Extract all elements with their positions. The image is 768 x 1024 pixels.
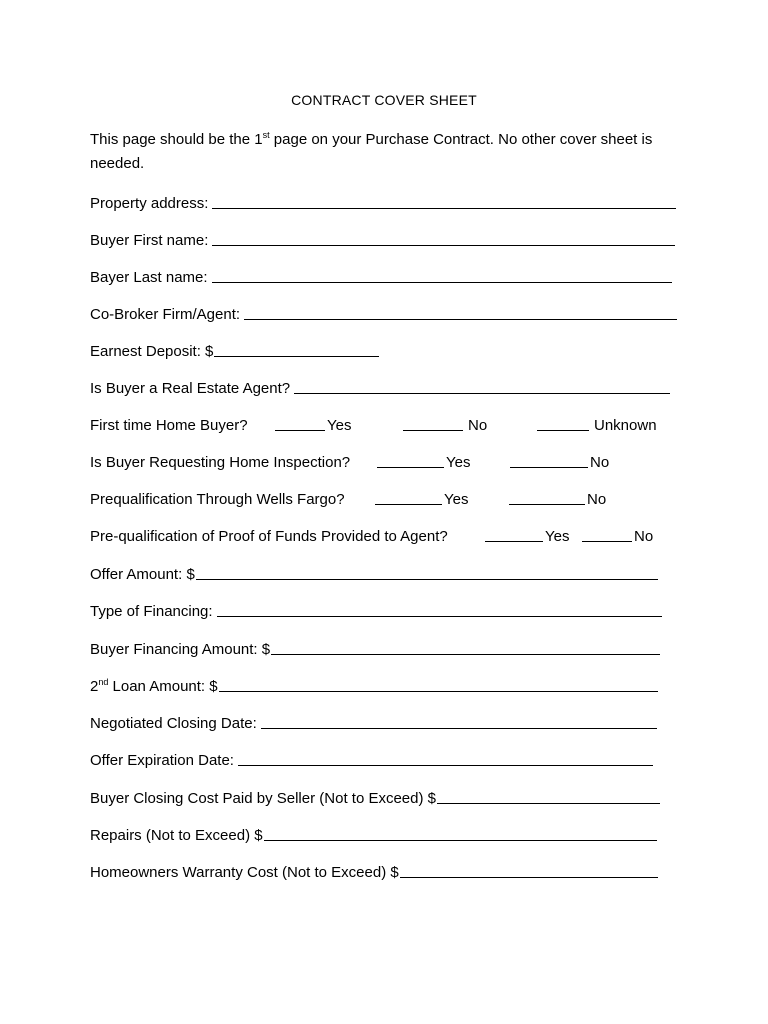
inspection-row: [90, 449, 350, 471]
expiration-date-field[interactable]: [238, 750, 653, 766]
closing-date-label: Negotiated Closing Date:: [90, 715, 257, 732]
financing-type-row: [90, 598, 662, 620]
second-loan-row: [90, 673, 658, 695]
proof-funds-label: Pre-qualification of Proof of Funds Provided to Agent?: [90, 528, 448, 545]
property-address-label: Property address:: [90, 195, 209, 212]
inspection-yes-blank[interactable]: [377, 452, 444, 468]
earnest-deposit-field[interactable]: [214, 341, 379, 357]
prequal-yes-option[interactable]: [375, 486, 468, 508]
first-time-no-label: No: [468, 417, 488, 434]
repairs-label: Repairs (Not to Exceed) $: [90, 827, 263, 844]
second-loan-prefix: 2: [90, 678, 99, 695]
prequal-no-label: No: [587, 491, 607, 508]
co-broker-row: [90, 301, 677, 323]
property-address-row: [90, 190, 676, 212]
prequal-no-blank[interactable]: [509, 489, 585, 505]
is-agent-label: Is Buyer a Real Estate Agent?: [90, 380, 291, 397]
is-agent-row: [90, 375, 670, 397]
proof-funds-no-label: No: [634, 528, 654, 545]
buyer-first-name-row: [90, 227, 675, 249]
earnest-deposit-label: Earnest Deposit: $: [90, 343, 214, 360]
closing-cost-row: [90, 785, 660, 807]
intro-text-start: This page should be the 1: [90, 131, 263, 148]
page-title: CONTRACT COVER SHEET: [291, 92, 477, 108]
property-address-field[interactable]: [212, 193, 676, 209]
is-agent-field[interactable]: [294, 378, 670, 394]
proof-funds-row: [90, 523, 448, 545]
first-time-yes-blank[interactable]: [275, 415, 325, 431]
inspection-yes-label: Yes: [446, 454, 471, 471]
inspection-no-option[interactable]: [510, 449, 609, 471]
closing-date-row: [90, 710, 657, 732]
repairs-field[interactable]: [264, 825, 657, 841]
financing-amount-label: Buyer Financing Amount: $: [90, 641, 271, 658]
buyer-last-name-field[interactable]: [212, 267, 672, 283]
financing-type-field[interactable]: [217, 601, 662, 617]
first-time-unknown-option[interactable]: [537, 412, 657, 434]
prequal-yes-blank[interactable]: [375, 489, 442, 505]
offer-amount-field[interactable]: [196, 564, 658, 580]
proof-funds-no-option[interactable]: [582, 523, 653, 545]
earnest-deposit-row: [90, 338, 379, 360]
first-time-unknown-label: Unknown: [594, 417, 657, 434]
inspection-label: Is Buyer Requesting Home Inspection?: [90, 454, 351, 471]
offer-amount-row: [90, 561, 658, 583]
first-time-yes-label: Yes: [327, 417, 352, 434]
proof-funds-yes-blank[interactable]: [485, 526, 543, 542]
proof-funds-yes-label: Yes: [545, 528, 570, 545]
inspection-yes-option[interactable]: [377, 449, 470, 471]
prequal-row: [90, 486, 345, 508]
co-broker-label: Co-Broker Firm/Agent:: [90, 306, 241, 323]
warranty-field[interactable]: [400, 862, 658, 878]
financing-type-label: Type of Financing:: [90, 603, 213, 620]
closing-cost-field[interactable]: [437, 788, 660, 804]
buyer-last-name-row: [90, 264, 672, 286]
second-loan-field[interactable]: [219, 676, 658, 692]
proof-funds-yes-option[interactable]: [485, 523, 569, 545]
offer-amount-label: Offer Amount: $: [90, 566, 195, 583]
prequal-no-option[interactable]: [509, 486, 606, 508]
inspection-no-label: No: [590, 454, 610, 471]
intro-text-end: page on your Purchase Contract. No other cover sheet is needed.: [90, 131, 653, 172]
second-loan-superscript: nd: [98, 677, 109, 687]
proof-funds-no-blank[interactable]: [582, 526, 632, 542]
prequal-label: Prequalification Through Wells Fargo?: [90, 491, 345, 508]
first-time-no-blank[interactable]: [403, 415, 463, 431]
closing-cost-label: Buyer Closing Cost Paid by Seller (Not to Exceed) $: [90, 790, 436, 807]
first-time-yes-option[interactable]: [275, 412, 351, 434]
co-broker-field[interactable]: [244, 304, 677, 320]
second-loan-rest: Loan Amount: $: [108, 678, 218, 695]
financing-amount-row: [90, 636, 660, 658]
first-time-row: [90, 412, 248, 434]
financing-amount-field[interactable]: [271, 639, 660, 655]
intro-superscript: st: [262, 130, 270, 140]
repairs-row: [90, 822, 657, 844]
buyer-first-name-label: Buyer First name:: [90, 232, 209, 249]
first-time-unknown-blank[interactable]: [537, 415, 589, 431]
inspection-no-blank[interactable]: [510, 452, 588, 468]
prequal-yes-label: Yes: [444, 491, 469, 508]
first-time-no-option[interactable]: [403, 412, 487, 434]
expiration-date-row: [90, 747, 653, 769]
warranty-row: [90, 859, 658, 881]
expiration-date-label: Offer Expiration Date:: [90, 752, 234, 769]
closing-date-field[interactable]: [261, 713, 657, 729]
buyer-first-name-field[interactable]: [212, 230, 675, 246]
intro-paragraph: [90, 128, 690, 176]
second-loan-label: [90, 678, 218, 695]
first-time-label: First time Home Buyer?: [90, 417, 248, 434]
warranty-label: Homeowners Warranty Cost (Not to Exceed) $: [90, 864, 399, 881]
buyer-last-name-label: Bayer Last name:: [90, 269, 208, 286]
